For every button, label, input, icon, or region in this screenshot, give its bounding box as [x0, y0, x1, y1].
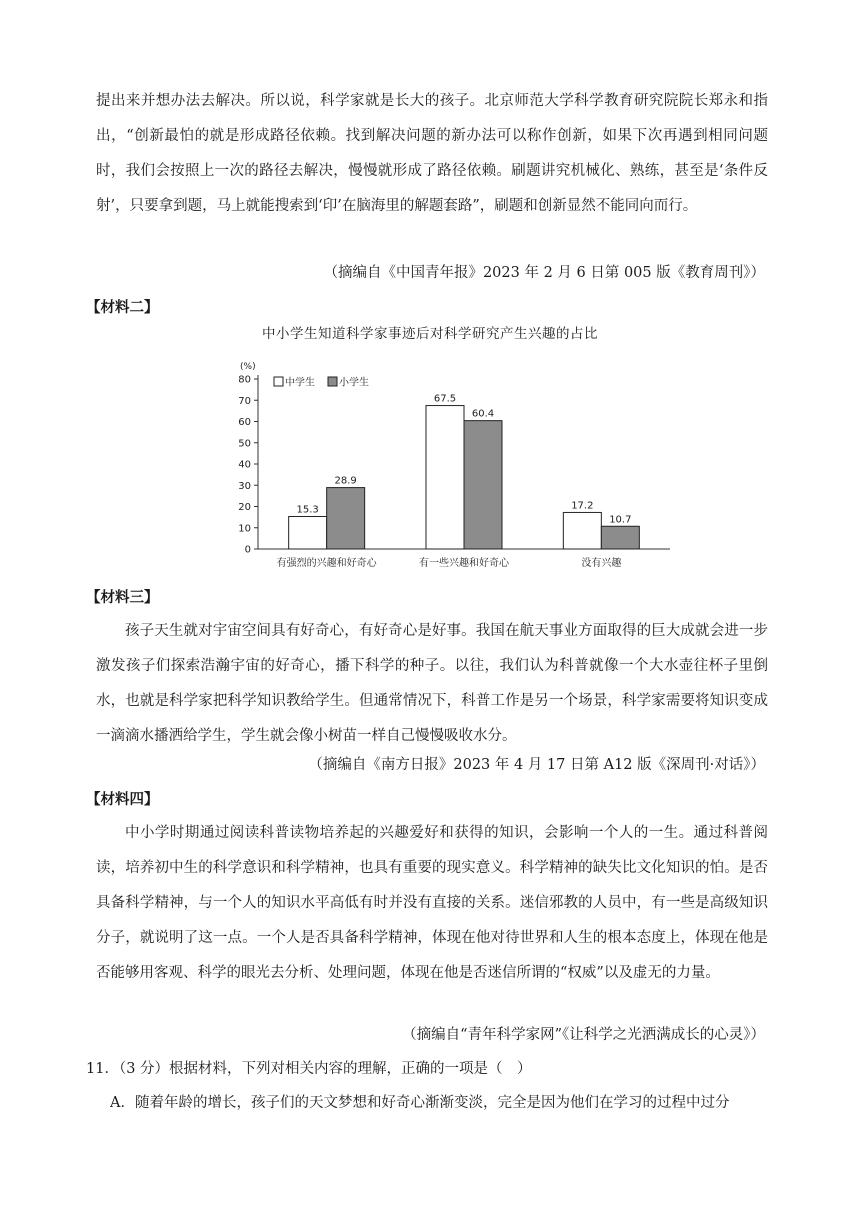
legend-swatch: [274, 377, 283, 386]
data-label: 60.4: [471, 408, 495, 420]
y-tick-label: 0: [244, 544, 251, 556]
material4-paragraph: 中小学时期通过阅读科普读物培养起的兴趣爱好和获得的知识，会影响一个人的一生。通过科普阅读，培养初中生的科学意识和科学精神，也具有重要的现实意义。科学精神的缺失比文化知识的怕。是否具备科学精神，与一个人的知识水平高低有时并没有直接的关系。迷信邪教的人员中，有一些是高级知识分子，就说明了这一点。一个人是否具备科学精神，体现在他对待世界和人生的根本态度上，体现在他是否能够用客观、科学的眼光去分析、处理问题，体现在他是否迷信所谓的“权威”以及虚无的力量。: [96, 825, 768, 981]
y-tick-label: 80: [238, 374, 251, 386]
legend-swatch: [328, 377, 337, 386]
y-tick-label: 50: [238, 438, 251, 450]
category-label: 有一些兴趣和好奇心: [419, 558, 509, 569]
data-label: 67.5: [433, 393, 457, 405]
material3-paragraph: 孩子天生就对宇宙空间具有好奇心，有好奇心是好事。我国在航天事业方面取得的巨大成就会进一步激发孩子们探索浩瀚宇宙的好奇心，播下科学的种子。以往，我们认为科普就像一个大水壶往杯子里倒水，也就是科学家把科学知识教给学生。但通常情况下，科普工作是另一个场景，科学家需要将知识变成一滴滴水播洒给学生，学生就会像小树苗一样自己慢慢吸收水分。: [96, 623, 768, 744]
data-label: 15.3: [296, 504, 319, 516]
y-tick-label: 20: [238, 502, 251, 513]
bar: [289, 516, 327, 549]
y-tick-label: 60: [238, 417, 251, 428]
material3-heading: 【材料三】: [86, 589, 159, 606]
y-tick-label: 40: [238, 459, 251, 471]
y-tick-label: 30: [238, 480, 251, 492]
material4-source: （摘编自“青年科学家网”《让科学之光洒满成长的心灵》）: [402, 1027, 765, 1043]
y-axis-unit: (%): [240, 362, 256, 372]
material1-paragraph: 提出来并想办法去解决。所以说，科学家就是长大的孩子。北京师范大学科学教育研究院院长郑永和指出，“创新最怕的就是形成路径依赖。找到解决问题的新办法可以称作创新，如果下次再遇到相同问题时，我们会按照上一次的路径去解决，慢慢就形成了路径依赖。刷题讲究机械化、熟练，甚至是‘条件反射’，只要拿到题，马上就能搜索到‘印’在脑海里的解题套路”，刷题和创新显然不能同向而行。: [96, 93, 768, 214]
chart-title: 中小学生知道科学家事迹后对科学研究产生兴趣的占比: [262, 326, 598, 342]
material3-source: （摘编自《南方日报》2023 年 4 月 17 日第 A12 版《深周刊·对话》）: [308, 757, 765, 773]
y-tick-label: 70: [238, 395, 251, 407]
y-tick-label: 10: [238, 523, 251, 535]
bar: [563, 512, 601, 549]
data-label: 17.2: [571, 500, 594, 512]
option-a: A．随着年龄的增长，孩子们的天文梦想和好奇心渐渐变淡，完全是因为他们在学习的过程中过分: [110, 1095, 730, 1111]
data-label: 28.9: [334, 475, 357, 487]
category-label: 没有兴趣: [581, 558, 622, 569]
bar-chart: [230, 354, 680, 576]
bar: [464, 421, 502, 549]
bar: [426, 406, 464, 549]
material4-heading: 【材料四】: [86, 791, 159, 808]
bar: [327, 488, 365, 549]
question-stem: 11．（3 分）根据材料，下列对相关内容的理解，正确的一项是（ ）: [86, 1061, 532, 1077]
bar: [601, 526, 639, 549]
material1-source: （摘编自《中国青年报》2023 年 2 月 6 日第 005 版《教育周刊》）: [323, 265, 765, 281]
category-label: 有强烈的兴趣和好奇心: [276, 558, 377, 569]
data-label: 10.7: [609, 514, 632, 526]
legend-label: 中学生: [285, 377, 315, 389]
legend-label: 小学生: [339, 377, 369, 389]
material2-heading: 【材料二】: [86, 299, 159, 316]
